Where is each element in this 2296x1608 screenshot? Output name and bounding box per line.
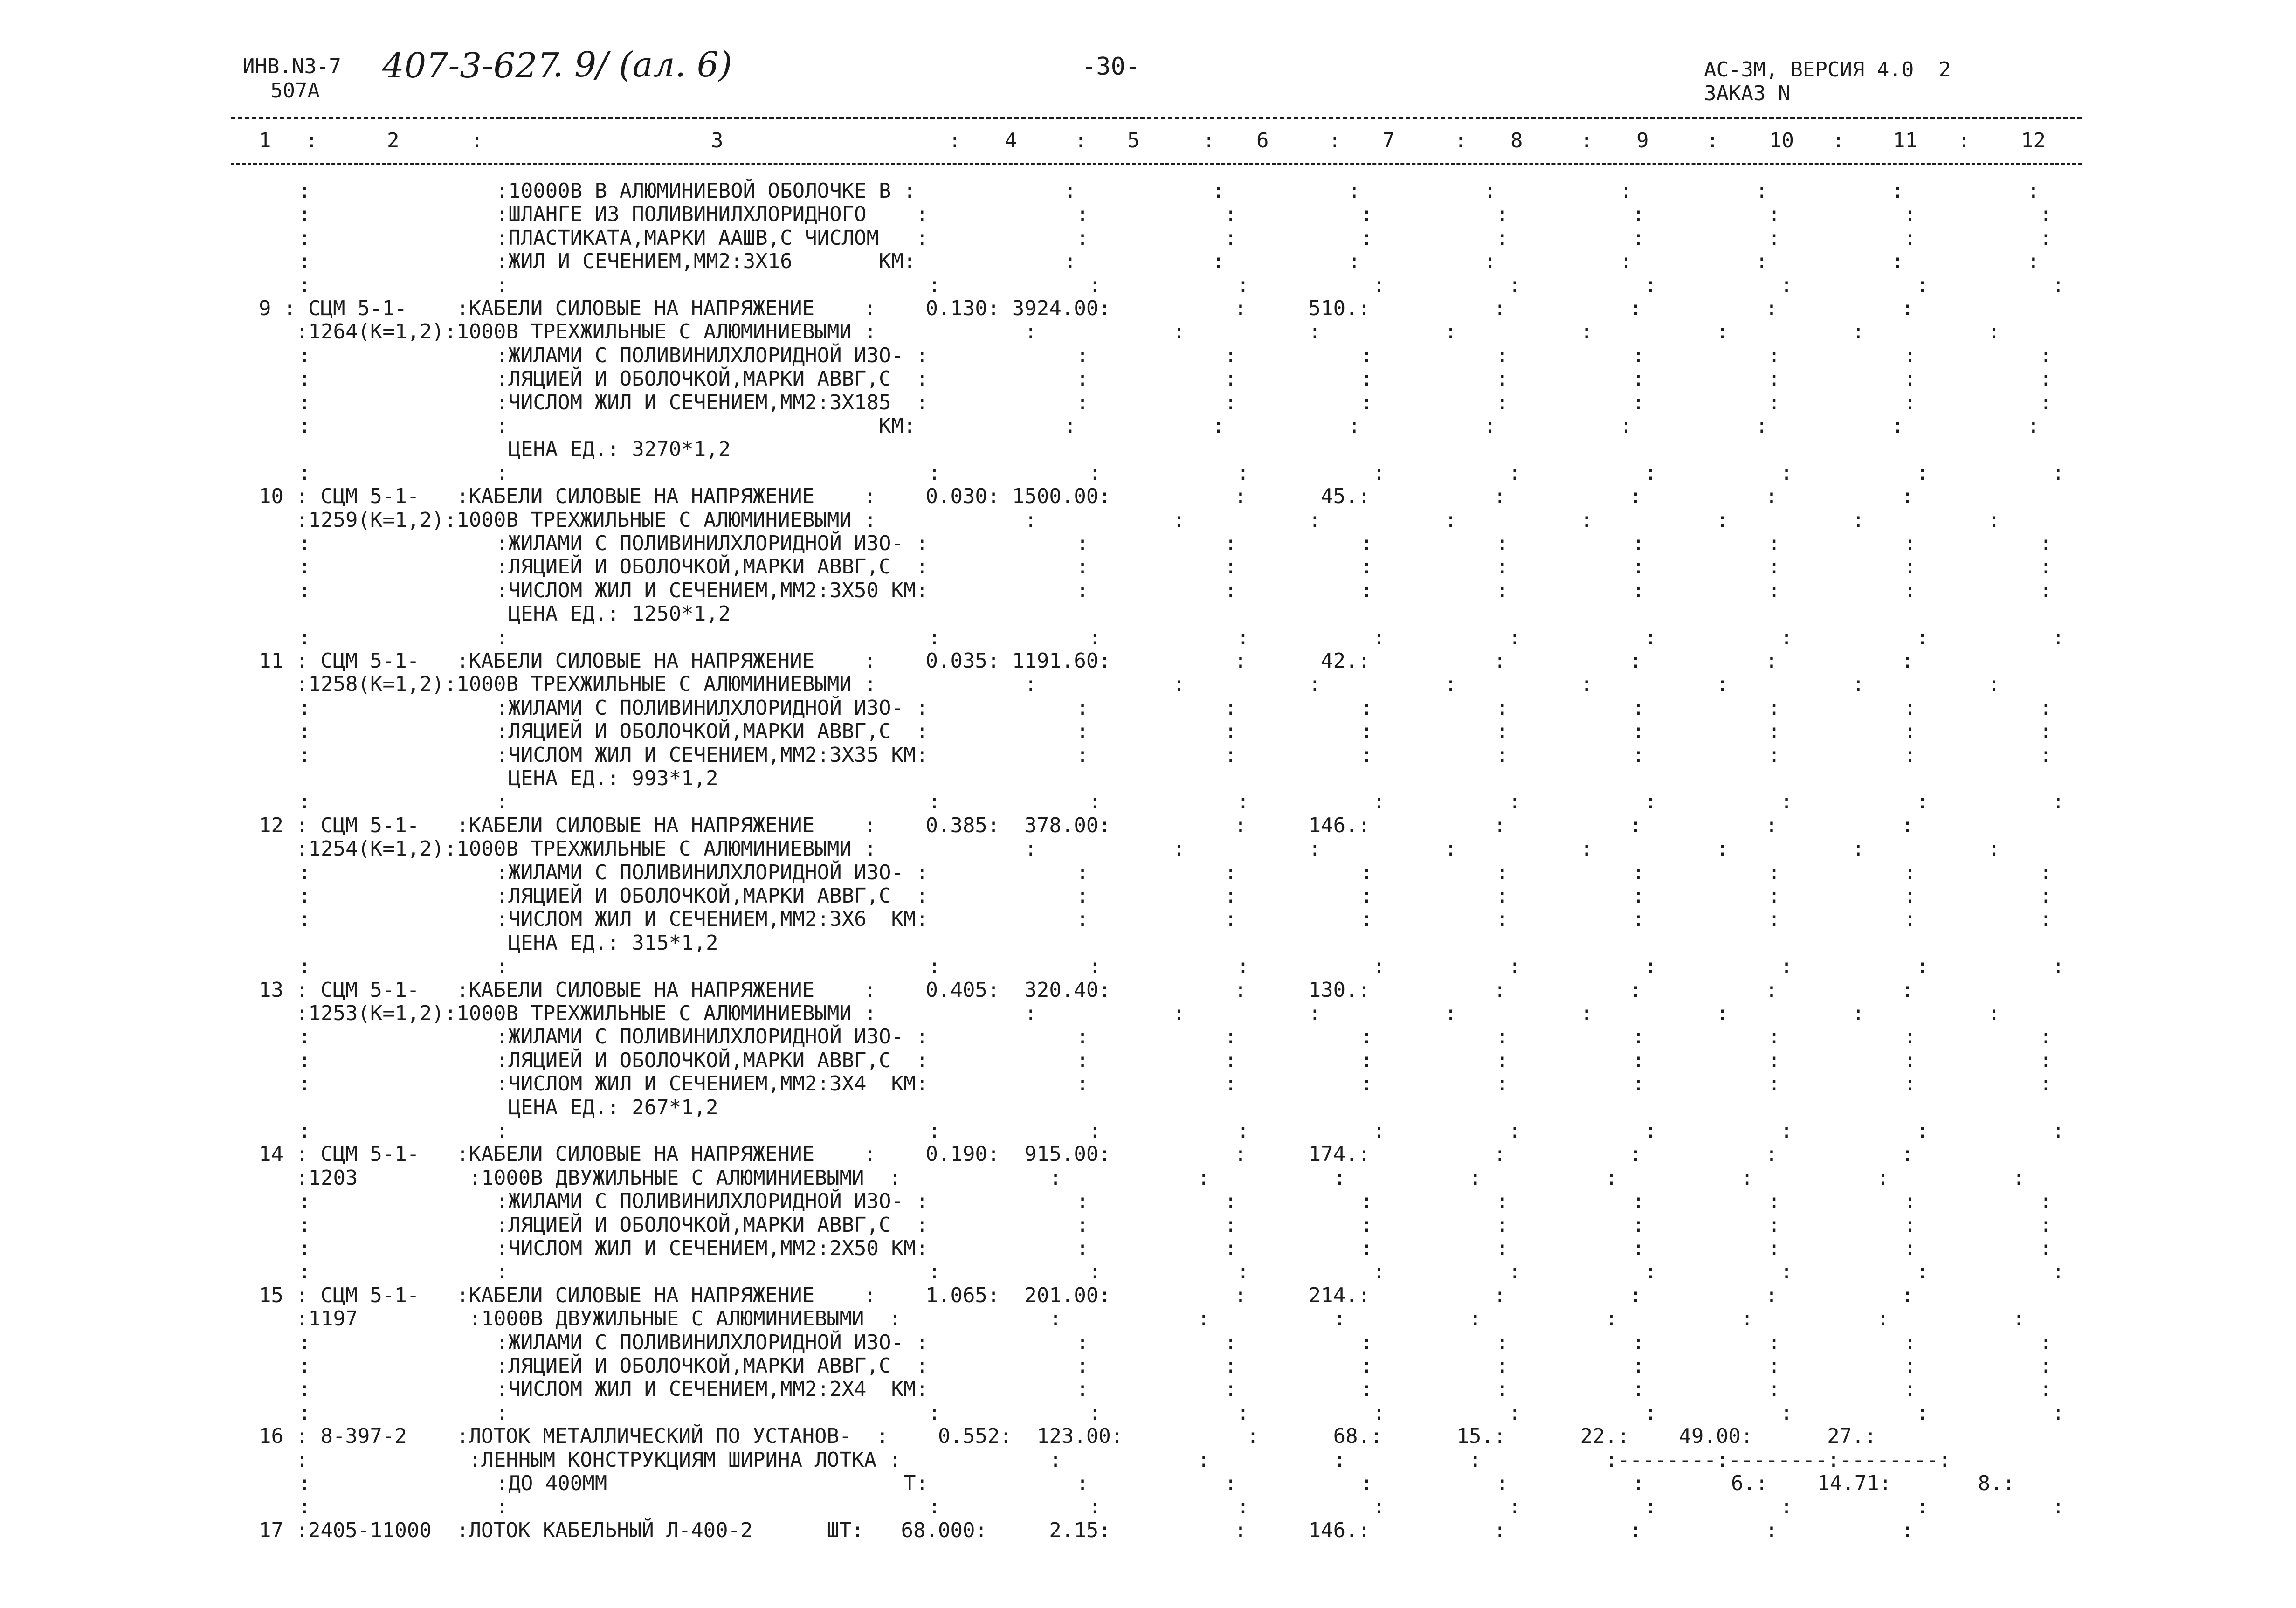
table-line: : :ЖИЛАМИ С ПОЛИВИНИЛХЛОРИДНОЙ ИЗО- : : : : : : : : : [298, 344, 2052, 367]
table-line: :1253(К=1,2):1000В ТРЕХЖИЛЬНЫЕ С АЛЮМИНИЕВЫМИ : : : : : : : : : [271, 1001, 2000, 1025]
column-header-3: 3 [711, 129, 724, 152]
header-top-rule [231, 117, 2082, 119]
table-line: 12 : СЦМ 5-1- :КАБЕЛИ СИЛОВЫЕ НА НАПРЯЖЕНИЕ : 0.385: 378.00: : 146.: : : : : [259, 814, 1914, 837]
table-line: : : : : : : : : : : : [298, 1495, 2065, 1518]
table-line: : :ЛЯЦИЕЙ И ОБОЛОЧКОЙ,МАРКИ АВВГ,С : : : : : : : : : [298, 1354, 2052, 1378]
table-line: : : : : : : : : : : : [298, 790, 2065, 814]
column-header-separator: : [1580, 129, 1593, 152]
column-header-9: 9 [1636, 129, 1649, 152]
page-number: -30- [1082, 53, 1140, 81]
column-header-separator: : [1706, 129, 1719, 152]
table-line: : :ПЛАСТИКАТА,МАРКИ ААШВ,С ЧИСЛОМ : : : : : : : : : [298, 226, 2052, 250]
table-line: ЦЕНА ЕД.: 267*1,2 [298, 1096, 718, 1119]
table-line: : :ЧИСЛОМ ЖИЛ И СЕЧЕНИЕМ,ММ2:3Х35 КМ: : : : : : : : : [298, 743, 2052, 767]
table-line: : : : : : : : : : : : [298, 626, 2065, 649]
table-line: : : : : : : : : : : : [298, 1401, 2065, 1425]
column-header-11: 11 [1893, 129, 1917, 152]
column-header-2: 2 [387, 129, 400, 152]
table-line: 11 : СЦМ 5-1- :КАБЕЛИ СИЛОВЫЕ НА НАПРЯЖЕНИЕ : 0.035: 1191.60: : 42.: : : : : [259, 649, 1914, 673]
column-header-separator: : [1958, 129, 1971, 152]
table-line: :1259(К=1,2):1000В ТРЕХЖИЛЬНЫЕ С АЛЮМИНИЕВЫМИ : : : : : : : : : [271, 508, 2000, 532]
table-line: 14 : СЦМ 5-1- :КАБЕЛИ СИЛОВЫЕ НА НАПРЯЖЕНИЕ : 0.190: 915.00: : 174.: : : : : [259, 1142, 1914, 1166]
table-line: ЦЕНА ЕД.: 1250*1,2 [298, 602, 731, 626]
column-header-7: 7 [1382, 129, 1395, 152]
column-header-separator: : [1832, 129, 1845, 152]
table-line: 9 : СЦМ 5-1- :КАБЕЛИ СИЛОВЫЕ НА НАПРЯЖЕНИЕ : 0.130: 3924.00: : 510.: : : : : [259, 297, 1914, 320]
table-line: : : : : : : : : : : : [298, 1260, 2065, 1284]
table-line: :1197 :1000В ДВУЖИЛЬНЫЕ С АЛЮМИНИЕВЫМИ : : : : : : : : : [271, 1307, 2025, 1331]
table-line: : : : : : : : : : : : [298, 273, 2065, 297]
handwritten-album-note: . 9/ (ал. 6) [552, 45, 732, 85]
table-line: : :ЧИСЛОМ ЖИЛ И СЕЧЕНИЕМ,ММ2:3Х185 : : : : : : : : : [298, 391, 2052, 414]
order-label: ЗАКАЗ N [1704, 82, 1791, 105]
column-header-8: 8 [1510, 129, 1523, 152]
column-header-separator: : [1075, 129, 1087, 152]
table-line: :1258(К=1,2):1000В ТРЕХЖИЛЬНЫЕ С АЛЮМИНИЕВЫМИ : : : : : : : : : [271, 672, 2000, 696]
table-line: 13 : СЦМ 5-1- :КАБЕЛИ СИЛОВЫЕ НА НАПРЯЖЕНИЕ : 0.405: 320.40: : 130.: : : : : [259, 978, 1914, 1002]
column-header-separator: : [305, 129, 318, 152]
table-line: : :ШЛАНГЕ ИЗ ПОЛИВИНИЛХЛОРИДНОГО : : : : : : : : : [298, 202, 2052, 226]
table-line: :1264(К=1,2):1000В ТРЕХЖИЛЬНЫЕ С АЛЮМИНИЕВЫМИ : : : : : : : : : [271, 320, 2000, 344]
table-line: : :ЖИЛАМИ С ПОЛИВИНИЛХЛОРИДНОЙ ИЗО- : : : : : : : : : [298, 696, 2052, 720]
table-line: : : : : : : : : : : : [298, 461, 2065, 485]
table-line: : :ЖИЛАМИ С ПОЛИВИНИЛХЛОРИДНОЙ ИЗО- : : : : : : : : : [298, 1331, 2052, 1354]
table-line: :1254(К=1,2):1000В ТРЕХЖИЛЬНЫЕ С АЛЮМИНИЕВЫМИ : : : : : : : : : [271, 837, 2000, 861]
version-label: АС-3М, ВЕРСИЯ 4.0 2 [1704, 58, 1951, 82]
table-line: ЦЕНА ЕД.: 315*1,2 [298, 931, 718, 955]
inventory-label: ИНВ.N3-7 [242, 55, 341, 78]
table-line: 10 : СЦМ 5-1- :КАБЕЛИ СИЛОВЫЕ НА НАПРЯЖЕНИЕ : 0.030: 1500.00: : 45.: : : : : [259, 484, 1914, 508]
column-header-6: 6 [1256, 129, 1269, 152]
column-header-5: 5 [1127, 129, 1140, 152]
column-header-separator: : [471, 129, 483, 152]
column-header-separator: : [1329, 129, 1341, 152]
table-line: : :ЛЯЦИЕЙ И ОБОЛОЧКОЙ,МАРКИ АВВГ,С : : : : : : : : : [298, 719, 2052, 743]
table-line: : :ЖИЛАМИ С ПОЛИВИНИЛХЛОРИДНОЙ ИЗО- : : : : : : : : : [298, 1025, 2052, 1049]
column-header-1: 1 [259, 129, 271, 152]
handwritten-project-code: 407-3-627 [382, 46, 559, 86]
table-line: 17 :2405-11000 :ЛОТОК КАБЕЛЬНЫЙ Л-400-2 ШТ: 68.000: 2.15: : 146.: : : : : [259, 1518, 1914, 1542]
table-line: 16 : 8-397-2 :ЛОТОК МЕТАЛЛИЧЕСКИЙ ПО УСТАНОВ- : 0.552: 123.00: : 68.: 15.: 22.: 49.00: 27.: [259, 1424, 1877, 1448]
table-line: : :ЧИСЛОМ ЖИЛ И СЕЧЕНИЕМ,ММ2:3Х50 КМ: : : : : : : : : [298, 579, 2052, 602]
table-line: : :ЖИЛАМИ С ПОЛИВИНИЛХЛОРИДНОЙ ИЗО- : : : : : : : : : [298, 1189, 2052, 1213]
table-line: : :ЧИСЛОМ ЖИЛ И СЕЧЕНИЕМ,ММ2:3Х4 КМ: : : : : : : : : [298, 1072, 2052, 1096]
table-line: : :ЛЯЦИЕЙ И ОБОЛОЧКОЙ,МАРКИ АВВГ,С : : : : : : : : : [298, 367, 2052, 391]
table-line: : :ЧИСЛОМ ЖИЛ И СЕЧЕНИЕМ,ММ2:2Х50 КМ: : : : : : : : : [298, 1236, 2052, 1260]
table-line: : :ЖИЛ И СЕЧЕНИЕМ,ММ2:3Х16 КМ: : : : : : : : : [298, 249, 2040, 273]
column-header-separator: : [1455, 129, 1467, 152]
table-line: : :ЛЯЦИЕЙ И ОБОЛОЧКОЙ,МАРКИ АВВГ,С : : : : : : : : : [298, 555, 2052, 579]
column-header-4: 4 [1005, 129, 1017, 152]
table-line: : :ЖИЛАМИ С ПОЛИВИНИЛХЛОРИДНОЙ ИЗО- : : : : : : : : : [298, 531, 2052, 555]
column-header-12: 12 [2021, 129, 2046, 152]
table-line: ЦЕНА ЕД.: 3270*1,2 [298, 437, 731, 461]
column-header-10: 10 [1769, 129, 1794, 152]
table-line: : :ЧИСЛОМ ЖИЛ И СЕЧЕНИЕМ,ММ2:3Х6 КМ: : : : : : : : : [298, 907, 2052, 931]
table-line: ЦЕНА ЕД.: 993*1,2 [298, 766, 718, 790]
table-line: 15 : СЦМ 5-1- :КАБЕЛИ СИЛОВЫЕ НА НАПРЯЖЕНИЕ : 1.065: 201.00: : 214.: : : : : [259, 1284, 1914, 1307]
table-line: : :ЖИЛАМИ С ПОЛИВИНИЛХЛОРИДНОЙ ИЗО- : : : : : : : : : [298, 861, 2052, 884]
table-line: : :ДО 400ММ Т: : : : : : 6.: 14.71: 8.: [298, 1471, 2015, 1495]
column-header-separator: : [1203, 129, 1215, 152]
table-line: : :ЧИСЛОМ ЖИЛ И СЕЧЕНИЕМ,ММ2:2Х4 КМ: : : : : : : : : [298, 1377, 2052, 1401]
table-line: : : КМ: : : : : : : : : [298, 414, 2040, 438]
header-bottom-rule [231, 163, 2082, 165]
table-line: : :ЛЯЦИЕЙ И ОБОЛОЧКОЙ,МАРКИ АВВГ,С : : : : : : : : : [298, 1213, 2052, 1237]
table-line: : : : : : : : : : : : [298, 1119, 2065, 1143]
table-line: : : : : : : : : : : : [298, 954, 2065, 978]
table-line: : :10000В В АЛЮМИНИЕВОЙ ОБОЛОЧКЕ В : : : : : : : : : [298, 179, 2040, 203]
inventory-sub-label: 507А [270, 79, 320, 103]
table-line: : :ЛЯЦИЕЙ И ОБОЛОЧКОЙ,МАРКИ АВВГ,С : : : : : : : : : [298, 1049, 2052, 1072]
table-line: : :ЛЯЦИЕЙ И ОБОЛОЧКОЙ,МАРКИ АВВГ,С : : : : : : : : : [298, 884, 2052, 908]
table-line: : :ЛЕННЫМ КОНСТРУКЦИЯМ ШИРИНА ЛОТКА : : : : : :--------:--------:--------: [271, 1448, 1951, 1472]
column-header-separator: : [949, 129, 961, 152]
table-line: :1203 :1000В ДВУЖИЛЬНЫЕ С АЛЮМИНИЕВЫМИ : : : : : : : : : [271, 1166, 2025, 1190]
